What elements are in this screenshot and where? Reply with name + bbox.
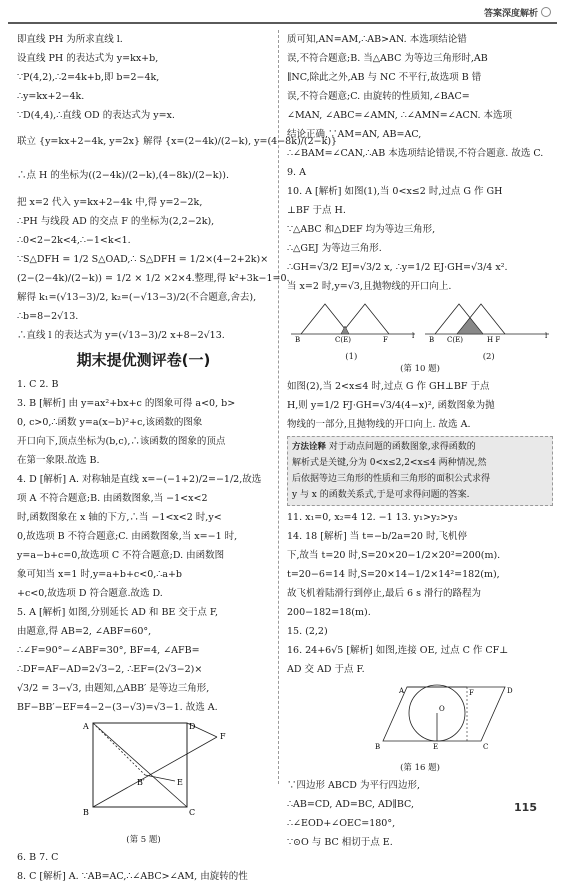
svg-text:B: B — [83, 808, 89, 817]
right-line: H,则 y=1/2 FJ·GH=√3/4(4−x)², 函数图象为抛 — [287, 400, 495, 411]
left-line: 联立 {y=kx+2−4k, y=2x} 解得 {x=(2−4k)/(2−k), y=(4−8k)/(2−k)} — [17, 136, 338, 147]
left-line: 即直线 PH 为所求直线 l. — [17, 34, 123, 45]
svg-text:H F: H F — [487, 336, 501, 344]
answer-line: 8. C [解析] A. ∵AB=AC,∴∠ABC>∠AM, 由旋转的性 — [17, 871, 248, 882]
answer-line: 1. C 2. B — [17, 379, 59, 390]
right-line: ∴AB=CD, AD=BC, AD∥BC, — [287, 799, 414, 810]
svg-text:F: F — [469, 689, 474, 697]
svg-text:B′: B′ — [137, 778, 145, 787]
figure-10-sub2: (2) — [482, 352, 495, 362]
method-text: y 与 x 的函数关系式,于是可求得问题的答案. — [292, 490, 470, 500]
right-line: 误,不符合题意;B. 当△ABC 为等边三角形时,AB — [287, 53, 488, 64]
method-box — [287, 436, 553, 506]
svg-text:F: F — [220, 732, 226, 741]
method-text: 后依据等边三角形的性质和三角形的面积公式求得 — [292, 474, 491, 484]
right-line: 物线的一部分,且抛物线的开口向上. 故选 A. — [287, 419, 471, 430]
left-line: ∵S△DFH = 1/2 S△OAD,∴ S△DFH = 1/2×(4−2+2k)× — [17, 254, 269, 265]
right-line: 9. A — [287, 167, 306, 178]
right-line: 如图(2),当 2<x≤4 时,过点 G 作 GH⊥BF 于点 — [287, 381, 490, 392]
figure-5-caption: (第 5 题) — [126, 835, 161, 845]
left-line: ∵D(4,4),∴直线 OD 的表达式为 y=x. — [17, 110, 175, 121]
svg-text:F: F — [383, 336, 388, 344]
left-line: 解得 k₁=(√13−3)/2, k₂=(−√13−3)/2(不合题意,舍去), — [17, 292, 257, 303]
figure-10-sub1: (1) — [345, 352, 358, 362]
answer-line: 15. (2,2) — [287, 626, 328, 637]
right-line: ∴△GEJ 为等边三角形. — [287, 243, 382, 254]
left-line: ∴直线 l 的表达式为 y=(√13−3)/2 x+8−2√13. — [17, 330, 225, 341]
svg-text:C: C — [189, 808, 196, 817]
left-line: ∴PH 与线段 AD 的交点 F 的坐标为(2,2−2k), — [17, 216, 215, 227]
answer-line: 故飞机着陆滑行到停止,最后 6 s 滑行的路程为 — [287, 588, 481, 599]
right-line: ∥NC,除此之外,AB 与 NC 不平行,故选项 B 错 — [287, 72, 482, 83]
figure-5-diagram — [17, 719, 270, 827]
svg-text:B: B — [375, 743, 381, 751]
svg-text:C(E): C(E) — [447, 336, 463, 344]
answer-line: 在第一象限.故选 B. — [17, 455, 100, 466]
svg-text:C(E): C(E) — [335, 336, 351, 344]
answer-line: 由题意,得 AB=2, ∠ABF=60°, — [17, 626, 152, 637]
answer-line: 3. B [解析] 由 y=ax²+bx+c 的图象可得 a<0, b> — [17, 398, 236, 409]
svg-text:D: D — [189, 722, 196, 731]
svg-text:A: A — [399, 687, 405, 695]
answer-line: 下,故当 t=20 时,S=20×20−1/2×20²=200(m). — [287, 550, 501, 561]
svg-text:l: l — [412, 332, 415, 340]
answer-line: 11. x₁=0, x₂=4 12. −1 13. y₁>y₂>y₃ — [287, 512, 458, 523]
right-line: ∴∠BAM=∠CAN,∴AB 本选项结论错误,不符合题意. 故选 C. — [287, 148, 544, 159]
answer-line: 200−182=18(m). — [287, 607, 371, 618]
left-line: ∵P(4,2),∴2=4k+b,即 b=2−4k, — [17, 72, 160, 83]
figure-10-subcaptions — [287, 351, 553, 363]
answer-line: 5. A [解析] 如图,分别延长 AD 和 BE 交于点 F, — [17, 607, 219, 618]
right-line: 结论正确,∵AM=AN, AB=AC, — [287, 129, 422, 140]
header-rule — [8, 22, 557, 24]
svg-text:B: B — [295, 336, 301, 344]
answer-line: 0,故选项 B 不符合题意;C. 由函数图象,当 x=−1 时, — [17, 531, 238, 542]
figure-5 — [17, 719, 270, 846]
right-line: ∵四边形 ABCD 为平行四边形, — [287, 780, 420, 791]
answer-line: 0, c>0,∴函数 y=a(x−b)²+c,该函数的图象 — [17, 417, 203, 428]
right-line: 10. A [解析] 如图(1),当 0<x≤2 时,过点 G 作 GH — [287, 186, 503, 197]
section-title: 期末提优测评卷(一) — [76, 351, 211, 369]
right-line: ∴∠EOD+∠OEC=180°, — [287, 818, 396, 829]
left-line: 设直线 PH 的表达式为 y=kx+b, — [17, 53, 159, 64]
figure-10-diagram — [287, 298, 553, 344]
answer-line: 4. D [解析] A. 对称轴是直线 x=−(−1+2)/2=−1/2,故选 — [17, 474, 262, 485]
method-text: 解析式是关键,分为 0<x≤2,2<x≤4 两种情况,然 — [292, 458, 487, 468]
method-text: 对于动点问题的函数图象,求得函数的 — [328, 442, 476, 452]
answer-line: +c<0,故选项 D 符合题意.故选 D. — [17, 588, 163, 599]
figure-16 — [287, 681, 553, 774]
answer-line: y=a−b+c=0,故选项 C 不符合题意;D. 由函数图 — [17, 550, 225, 561]
answer-line: BF−BB′−EF=4−2−(3−√3)=√3−1. 故选 A. — [17, 702, 218, 713]
right-line: ∴GH=√3/2 EJ=√3/2 x, ∴y=1/2 EJ·GH=√3/4 x². — [287, 262, 508, 273]
left-line: ∴y=kx+2−4k. — [17, 91, 85, 102]
answer-line: 象可知当 x=1 时,y=a+b+c<0,∴a+b — [17, 569, 183, 580]
left-line: (2−(2−4k)/(2−k)) = 1/2 × 1/2 ×2×4.整理,得 k²+3k−1=0. — [17, 273, 290, 284]
header-title: 答案深度解析 — [483, 9, 538, 19]
figure-16-diagram — [287, 681, 553, 755]
left-line: 把 x=2 代入 y=kx+2−4k 中,得 y=2−2k, — [17, 197, 203, 208]
answer-line: 项 A 不符合题意;B. 由函数图象,当 −1<x<2 — [17, 493, 208, 504]
answer-line: 开口向下,顶点坐标为(b,c),∴该函数的图象的顶点 — [17, 436, 226, 447]
svg-text:E: E — [177, 778, 183, 787]
right-line: 当 x=2 时,y=√3,且抛物线的开口向上. — [287, 281, 452, 292]
svg-text:O: O — [439, 705, 445, 713]
left-line: ∴b=8−2√13. — [17, 311, 79, 322]
left-line: ∴点 H 的坐标为((2−4k)/(2−k),(4−8k)/(2−k)). — [17, 170, 229, 181]
method-title: 方法诠释 — [292, 442, 327, 452]
answer-line: 6. B 7. C — [17, 852, 59, 863]
right-line: 质可知,AN=AM,∴AB>AN. 本选项结论错 — [287, 34, 467, 45]
answer-line: √3/2 = 3−√3, 由题知,△ABB′ 是等边三角形, — [17, 683, 210, 694]
right-line: 误,不符合题意;C. 由旋转的性质知,∠BAC= — [287, 91, 470, 102]
svg-text:E: E — [433, 743, 439, 751]
svg-text:D: D — [507, 687, 513, 695]
answer-line: AD 交 AD 于点 F. — [287, 664, 365, 675]
answer-line: 16. 24+6√5 [解析] 如图,连接 OE, 过点 C 作 CF⊥ — [287, 645, 509, 656]
page-header — [484, 6, 551, 19]
right-line: ∠MAN, ∠ABC=∠AMN, ∴∠AMN=∠ACN. 本选项 — [287, 110, 512, 121]
figure-10 — [287, 298, 553, 375]
svg-text:l: l — [545, 332, 548, 340]
answer-line: ∴DF=AF−AD=2√3−2, ∴EF=(2√3−2)× — [17, 664, 203, 675]
right-line: ∵△ABC 和△DEF 均为等边三角形, — [287, 224, 436, 235]
answer-line: 时,函数图象在 x 轴的下方,∴当 −1<x<2 时,y< — [17, 512, 222, 523]
svg-text:B: B — [429, 336, 435, 344]
answer-line: t=20−6=14 时,S=20×14−1/2×14²=182(m), — [287, 569, 500, 580]
right-line: ∵⊙O 与 BC 相切于点 E. — [287, 837, 393, 848]
answer-line: 14. 18 [解析] 当 t=−b/2a=20 时,飞机停 — [287, 531, 468, 542]
page-number: 115 — [514, 801, 537, 814]
answer-line: ∴∠F=90°−∠ABF=30°, BF=4, ∠AFB= — [17, 645, 200, 656]
figure-16-caption: (第 16 题) — [400, 763, 440, 773]
left-line: ∴0<2−2k<4,∴−1<k<1. — [17, 235, 131, 246]
svg-text:C: C — [483, 743, 489, 751]
header-logo-icon — [541, 7, 551, 17]
figure-10-caption: (第 10 题) — [400, 364, 440, 374]
svg-text:A: A — [83, 722, 89, 731]
right-line: ⊥BF 于点 H. — [287, 205, 346, 216]
